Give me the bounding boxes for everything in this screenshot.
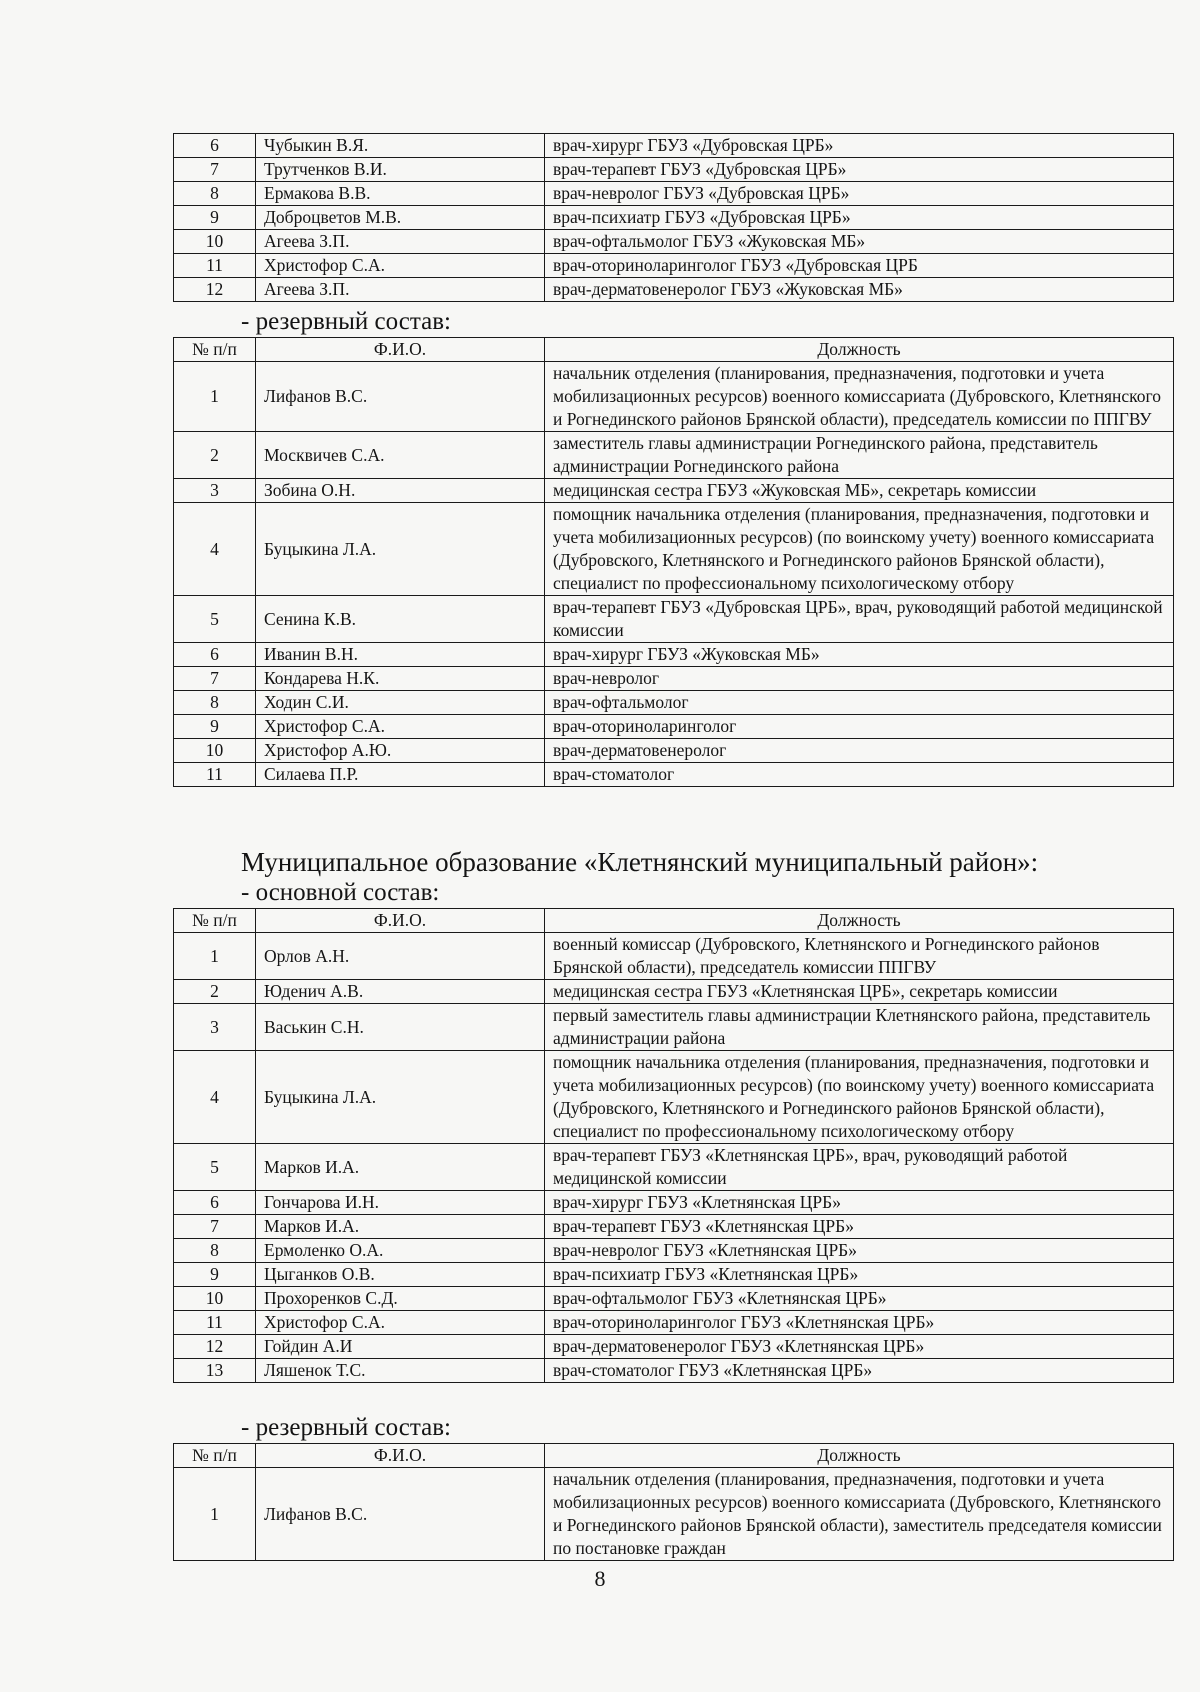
cell-name: Буцыкина Л.А. [256,1051,545,1144]
cell-number: 10 [174,739,256,763]
cell-position: врач-офтальмолог [545,691,1174,715]
header-num: № п/п [174,909,256,933]
table-row [174,230,1174,254]
table-row [174,1311,1174,1335]
cell-name: Сенина К.В. [256,596,545,643]
table-row [174,1468,1174,1561]
cell-name: Ермакова В.В. [256,182,545,206]
table-row [174,278,1174,302]
cell-number: 6 [174,134,256,158]
cell-number: 9 [174,715,256,739]
table-header-row [174,338,1174,362]
cell-name: Доброцветов М.В. [256,206,545,230]
cell-position: медицинская сестра ГБУЗ «Клетнянская ЦРБ», секретарь комиссии [545,980,1174,1004]
cell-number: 7 [174,667,256,691]
cell-number: 2 [174,980,256,1004]
table-row [174,206,1174,230]
cell-name: Агеева З.П. [256,278,545,302]
cell-position: начальник отделения (планирования, предназначения, подготовки и учета мобилизационных ресурсов) военного комиссариата (Дубровского, Клетнянского и Рогнединского районов Брянской области), председатель комиссии по ППГВУ [545,362,1174,432]
cell-number: 8 [174,691,256,715]
cell-name: Буцыкина Л.А. [256,503,545,596]
cell-number: 8 [174,182,256,206]
cell-position: врач-стоматолог ГБУЗ «Клетнянская ЦРБ» [545,1359,1174,1383]
cell-number: 5 [174,1144,256,1191]
table-row [174,503,1174,596]
cell-name: Марков И.А. [256,1144,545,1191]
cell-number: 12 [174,1335,256,1359]
cell-number: 11 [174,254,256,278]
table-row [174,980,1174,1004]
table-row [174,1215,1174,1239]
cell-position: заместитель главы администрации Рогнединского района, представитель администрации Рогнединского района [545,432,1174,479]
table-main-composition [173,908,1174,1383]
table-row [174,479,1174,503]
cell-name: Чубыкин В.Я. [256,134,545,158]
table-row [174,643,1174,667]
cell-position: врач-невролог ГБУЗ «Клетнянская ЦРБ» [545,1239,1174,1263]
table-header-row [174,909,1174,933]
cell-name: Ходин С.И. [256,691,545,715]
table-row [174,933,1174,980]
table-row [174,182,1174,206]
header-position: Должность [545,909,1174,933]
table-row [174,739,1174,763]
cell-position: врач-терапевт ГБУЗ «Клетнянская ЦРБ», врач, руководящий работой медицинской комиссии [545,1144,1174,1191]
table-row [174,667,1174,691]
cell-number: 6 [174,643,256,667]
cell-number: 5 [174,596,256,643]
cell-position: начальник отделения (планирования, предназначения, подготовки и учета мобилизационных ресурсов) военного комиссариата (Дубровского, Клетнянского и Рогнединского районов Брянской области), заместитель председателя комиссии по постановке граждан [545,1468,1174,1561]
header-num: № п/п [174,338,256,362]
cell-position: врач-невролог [545,667,1174,691]
table-row [174,763,1174,787]
cell-name: Кондарева Н.К. [256,667,545,691]
table-row [174,254,1174,278]
cell-name: Москвичев С.А. [256,432,545,479]
table-row [174,1263,1174,1287]
cell-name: Орлов А.Н. [256,933,545,980]
cell-position: помощник начальника отделения (планирования, предназначения, подготовки и учета мобилизационных ресурсов) (по воинскому учету) военного комиссариата (Дубровского, Клетнянского и Рогнединского районов Брянской области), специалист по профессиональному психологическому отбору [545,1051,1174,1144]
cell-number: 7 [174,158,256,182]
table-row [174,432,1174,479]
cell-position: врач-невролог ГБУЗ «Дубровская ЦРБ» [545,182,1174,206]
cell-position: врач-психиатр ГБУЗ «Дубровская ЦРБ» [545,206,1174,230]
table-row [174,362,1174,432]
cell-position: врач-хирург ГБУЗ «Жуковская МБ» [545,643,1174,667]
table-row [174,134,1174,158]
cell-name: Васькин С.Н. [256,1004,545,1051]
table-row [174,1287,1174,1311]
header-name: Ф.И.О. [256,338,545,362]
cell-name: Прохоренков С.Д. [256,1287,545,1311]
cell-position: врач-терапевт ГБУЗ «Дубровская ЦРБ» [545,158,1174,182]
table-row [174,1239,1174,1263]
header-name: Ф.И.О. [256,1444,545,1468]
table-row [174,691,1174,715]
cell-position: врач-хирург ГБУЗ «Клетнянская ЦРБ» [545,1191,1174,1215]
cell-number: 2 [174,432,256,479]
table-row [174,1359,1174,1383]
table-row [174,1051,1174,1144]
section-main-heading: - основной состав: [241,879,440,906]
header-num: № п/п [174,1444,256,1468]
cell-position: врач-офтальмолог ГБУЗ «Жуковская МБ» [545,230,1174,254]
cell-number: 11 [174,763,256,787]
cell-number: 9 [174,206,256,230]
cell-name: Юденич А.В. [256,980,545,1004]
cell-number: 1 [174,362,256,432]
cell-number: 3 [174,1004,256,1051]
cell-position: врач-терапевт ГБУЗ «Клетнянская ЦРБ» [545,1215,1174,1239]
table-row [174,1004,1174,1051]
cell-name: Зобина О.Н. [256,479,545,503]
cell-number: 10 [174,1287,256,1311]
cell-name: Христофор С.А. [256,1311,545,1335]
section-reserve-heading-2: - резервный состав: [241,1414,451,1441]
cell-position: первый заместитель главы администрации Клетнянского района, представитель администрации района [545,1004,1174,1051]
table-header-row [174,1444,1174,1468]
municipality-title: Муниципальное образование «Клетнянский муниципальный район»: [241,847,1039,877]
cell-name: Агеева З.П. [256,230,545,254]
header-position: Должность [545,1444,1174,1468]
cell-name: Лифанов В.С. [256,1468,545,1561]
cell-position: врач-оториноларинголог ГБУЗ «Клетнянская ЦРБ» [545,1311,1174,1335]
cell-position: врач-оториноларинголог [545,715,1174,739]
cell-number: 6 [174,1191,256,1215]
cell-number: 8 [174,1239,256,1263]
cell-name: Марков И.А. [256,1215,545,1239]
cell-name: Ермоленко О.А. [256,1239,545,1263]
table-row [174,1144,1174,1191]
cell-number: 10 [174,230,256,254]
cell-position: врач-стоматолог [545,763,1174,787]
table-row [174,158,1174,182]
cell-name: Ляшенок Т.С. [256,1359,545,1383]
cell-name: Христофор А.Ю. [256,739,545,763]
cell-number: 1 [174,1468,256,1561]
cell-position: врач-психиатр ГБУЗ «Клетнянская ЦРБ» [545,1263,1174,1287]
cell-position: медицинская сестра ГБУЗ «Жуковская МБ», секретарь комиссии [545,479,1174,503]
cell-position: врач-терапевт ГБУЗ «Дубровская ЦРБ», врач, руководящий работой медицинской комиссии [545,596,1174,643]
cell-name: Гойдин А.И [256,1335,545,1359]
cell-position: врач-офтальмолог ГБУЗ «Клетнянская ЦРБ» [545,1287,1174,1311]
table-row [174,715,1174,739]
cell-name: Цыганков О.В. [256,1263,545,1287]
cell-position: помощник начальника отделения (планирования, предназначения, подготовки и учета мобилизационных ресурсов) (по воинскому учету) военного комиссариата (Дубровского, Клетнянского и Рогнединского районов Брянской области), специалист по профессиональному психологическому отбору [545,503,1174,596]
cell-number: 3 [174,479,256,503]
cell-position: военный комиссар (Дубровского, Клетнянского и Рогнединского районов Брянской области), председатель комиссии ППГВУ [545,933,1174,980]
table-continued-main-composition [173,133,1174,302]
cell-number: 13 [174,1359,256,1383]
cell-number: 9 [174,1263,256,1287]
cell-position: врач-оториноларинголог ГБУЗ «Дубровская ЦРБ [545,254,1174,278]
cell-number: 11 [174,1311,256,1335]
cell-name: Иванин В.Н. [256,643,545,667]
table-row [174,596,1174,643]
cell-name: Трутченков В.И. [256,158,545,182]
cell-name: Силаева П.Р. [256,763,545,787]
cell-number: 4 [174,1051,256,1144]
page-number: 8 [594,1566,606,1591]
header-position: Должность [545,338,1174,362]
cell-name: Христофор С.А. [256,715,545,739]
cell-name: Христофор С.А. [256,254,545,278]
cell-number: 1 [174,933,256,980]
table-row [174,1335,1174,1359]
cell-number: 7 [174,1215,256,1239]
cell-number: 12 [174,278,256,302]
cell-number: 4 [174,503,256,596]
cell-position: врач-дерматовенеролог ГБУЗ «Жуковская МБ» [545,278,1174,302]
section-reserve-heading: - резервный состав: [241,308,451,335]
cell-name: Гончарова И.Н. [256,1191,545,1215]
cell-position: врач-дерматовенеролог ГБУЗ «Клетнянская ЦРБ» [545,1335,1174,1359]
cell-position: врач-дерматовенеролог [545,739,1174,763]
cell-name: Лифанов В.С. [256,362,545,432]
table-reserve-composition-2 [173,1443,1174,1561]
table-reserve-composition [173,337,1174,787]
table-row [174,1191,1174,1215]
header-name: Ф.И.О. [256,909,545,933]
cell-position: врач-хирург ГБУЗ «Дубровская ЦРБ» [545,134,1174,158]
